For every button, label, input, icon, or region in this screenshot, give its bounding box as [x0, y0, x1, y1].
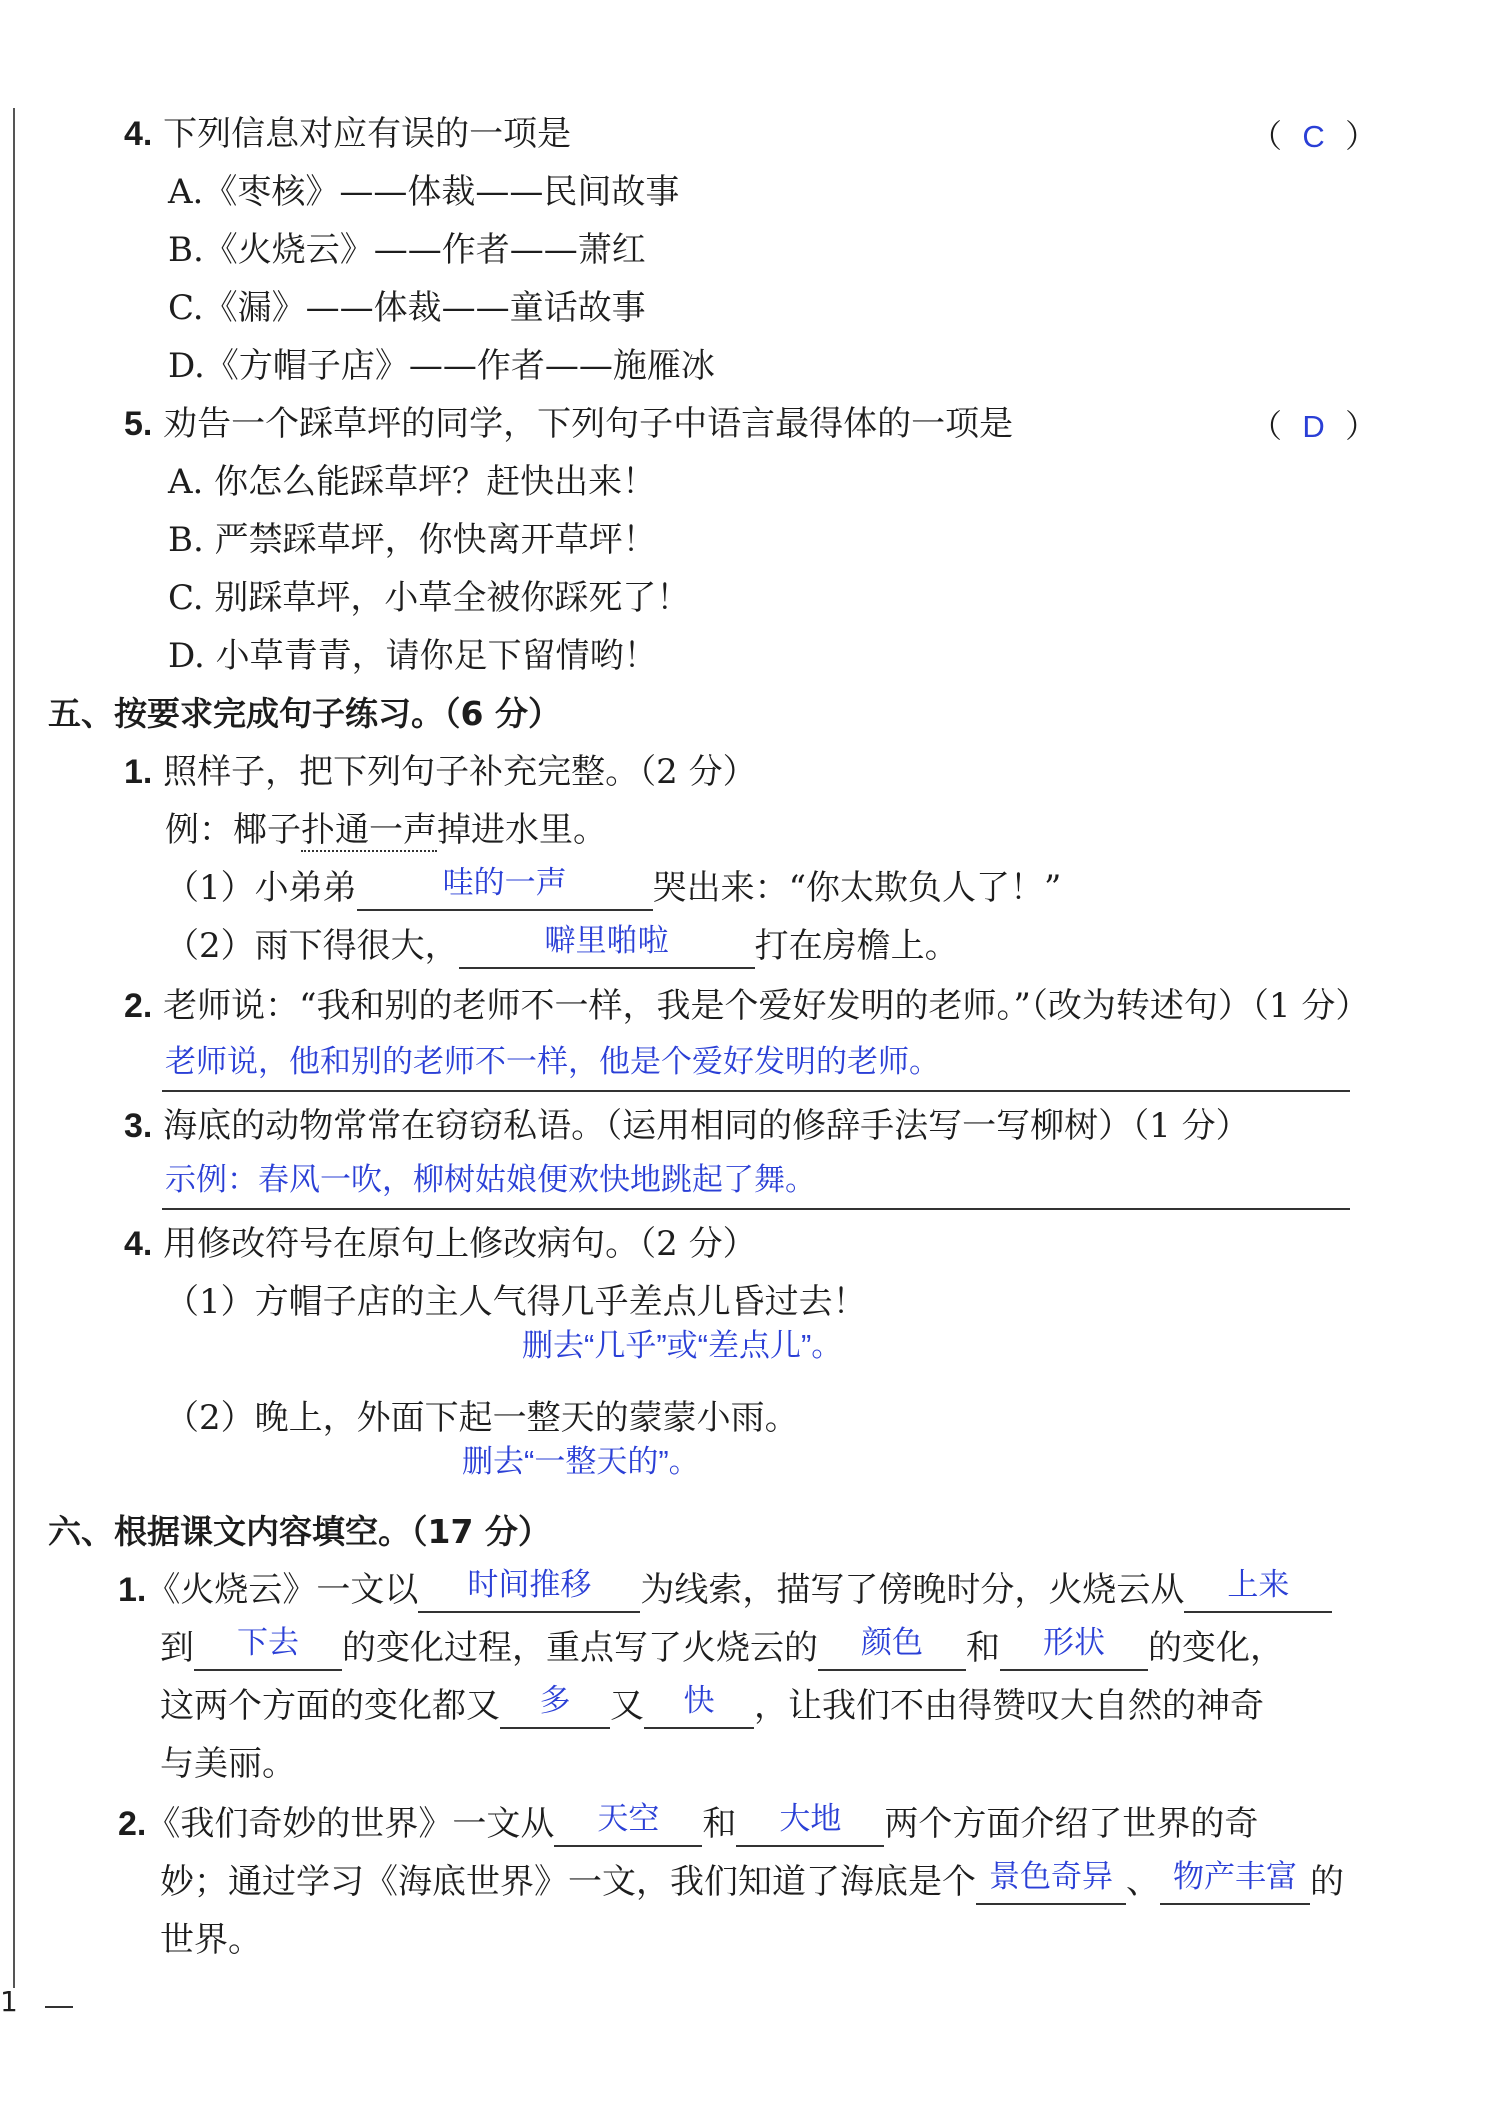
section5-title: 五、按要求完成句子练习。（6 分） [48, 694, 561, 733]
q5-option-c: C. 别踩草坪，小草全被你踩死了！ [168, 578, 691, 618]
q4-number: 4. [124, 115, 153, 153]
q5-number: 5. [124, 405, 153, 443]
s6-q2-blank-2[interactable]: 大地 [736, 1803, 884, 1847]
q5-option-b: B. 严禁踩草坪，你快离开草坪！ [168, 520, 657, 560]
s5-q2-stem: 2. 老师说：“我和别的老师不一样，我是个爱好发明的老师。”（改为转述句）（1 分） [124, 986, 1370, 1026]
q5-stem [124, 400, 1013, 448]
s5-q3-answer-line[interactable] [162, 1208, 1350, 1210]
s5-q1-sentence-2: （2）雨下得很大， 噼里啪啦 打在房檐上。 [165, 922, 959, 970]
s6-q2-line-1: 2.《我们奇妙的世界》一文从 天空 和 大地 两个方面介绍了世界的奇 [118, 1800, 1258, 1848]
s5-q2-answer: 老师说，他和别的老师不一样，他是个爱好发明的老师。 [165, 1044, 940, 1079]
s5-q4-stem: 4. 用修改符号在原句上修改病句。（2 分） [124, 1224, 757, 1264]
example-underlined-phrase: 扑通一声 [301, 810, 437, 850]
q4-option-a: A.《枣核》——体裁——民间故事 [168, 172, 680, 212]
q4-answer: C [1302, 119, 1325, 154]
s5-q1-blank-1[interactable]: 哇的一声 [357, 867, 653, 911]
s5-q1-example: 例：椰子扑通一声掉进水里。 [165, 810, 607, 850]
q5-stem-text: 劝告一个踩草坪的同学，下列句子中语言最得体的一项是 [163, 404, 1014, 444]
s6-q1-blank-2[interactable]: 上来 [1184, 1569, 1332, 1613]
q4-option-c: C.《漏》——体裁——童话故事 [168, 288, 646, 328]
s5-q4-sentence-2: （2）晚上，外面下起一整天的蒙蒙小雨。 [165, 1398, 799, 1438]
s6-q2-blank-1[interactable]: 天空 [554, 1803, 702, 1847]
s5-q4-answer-1: 删去“几乎”或“差点儿”。 [522, 1328, 843, 1363]
s5-q3-stem: 3. 海底的动物常常在窃窃私语。（运用相同的修辞手法写一写柳树）（1 分） [124, 1106, 1250, 1146]
s6-q1-blank-3[interactable]: 下去 [194, 1627, 342, 1671]
q4-option-d: D.《方帽子店》——作者——施雁冰 [168, 346, 715, 386]
q4-stem-text: 下列信息对应有误的一项是 [163, 114, 572, 154]
s6-q1-line-3: 这两个方面的变化都又 多 又 快 ，让我们不由得赞叹大自然的神奇 [160, 1682, 1264, 1730]
s6-q1-blank-7[interactable]: 快 [644, 1685, 754, 1729]
s6-q2-line-3: 世界。 [160, 1920, 262, 1960]
q4-answer-paren: （ C ） [1250, 117, 1378, 155]
q4-option-b: B.《火烧云》——作者——萧红 [168, 230, 646, 270]
s5-q4-answer-2: 删去“一整天的”。 [462, 1444, 700, 1479]
q5-option-d: D. 小草青青，请你足下留情哟！ [168, 636, 658, 676]
s5-q1-blank-2[interactable]: 噼里啪啦 [459, 925, 755, 969]
s5-q1-sentence-1: （1）小弟弟 哇的一声 哭出来：“你太欺负人了！” [165, 864, 1061, 912]
binding-margin-line [13, 108, 15, 1988]
s6-q2-blank-3[interactable]: 景色奇异 [976, 1861, 1126, 1905]
s6-q1-blank-6[interactable]: 多 [500, 1685, 610, 1729]
s6-q1-line-1: 1.《火烧云》一文以 时间推移 为线索，描写了傍晚时分，火烧云从 上来 [118, 1566, 1332, 1614]
s5-q2-answer-line[interactable] [162, 1090, 1350, 1092]
s6-q1-blank-4[interactable]: 颜色 [818, 1627, 966, 1671]
s6-q1-blank-1[interactable]: 时间推移 [418, 1569, 640, 1613]
s6-q1-blank-5[interactable]: 形状 [1000, 1627, 1148, 1671]
s5-q4-sentence-1: （1）方帽子店的主人气得几乎差点儿昏过去！ [165, 1282, 867, 1322]
s6-q2-line-2: 妙；通过学习《海底世界》一文，我们知道了海底是个 景色奇异 、 物产丰富 的 [160, 1858, 1344, 1906]
s5-q1-stem: 1. 照样子，把下列句子补充完整。（2 分） [124, 752, 757, 792]
section6-title: 六、根据课文内容填空。（17 分） [48, 1512, 551, 1551]
footer-dash [45, 2006, 73, 2008]
s6-q1-line-4: 与美丽。 [160, 1744, 296, 1784]
q5-answer-paren: （ D ） [1250, 407, 1378, 445]
s6-q1-line-2: 到 下去 的变化过程，重点写了火烧云的 颜色 和 形状 的变化， [160, 1624, 1284, 1672]
q5-option-a: A. 你怎么能踩草坪？赶快出来！ [168, 462, 657, 502]
s5-q3-answer: 示例：春风一吹，柳树姑娘便欢快地跳起了舞。 [165, 1162, 816, 1197]
q4-stem [124, 110, 571, 158]
page-number-fragment: 1 [0, 1985, 18, 2018]
q5-answer: D [1302, 409, 1325, 444]
s6-q2-blank-4[interactable]: 物产丰富 [1160, 1861, 1310, 1905]
